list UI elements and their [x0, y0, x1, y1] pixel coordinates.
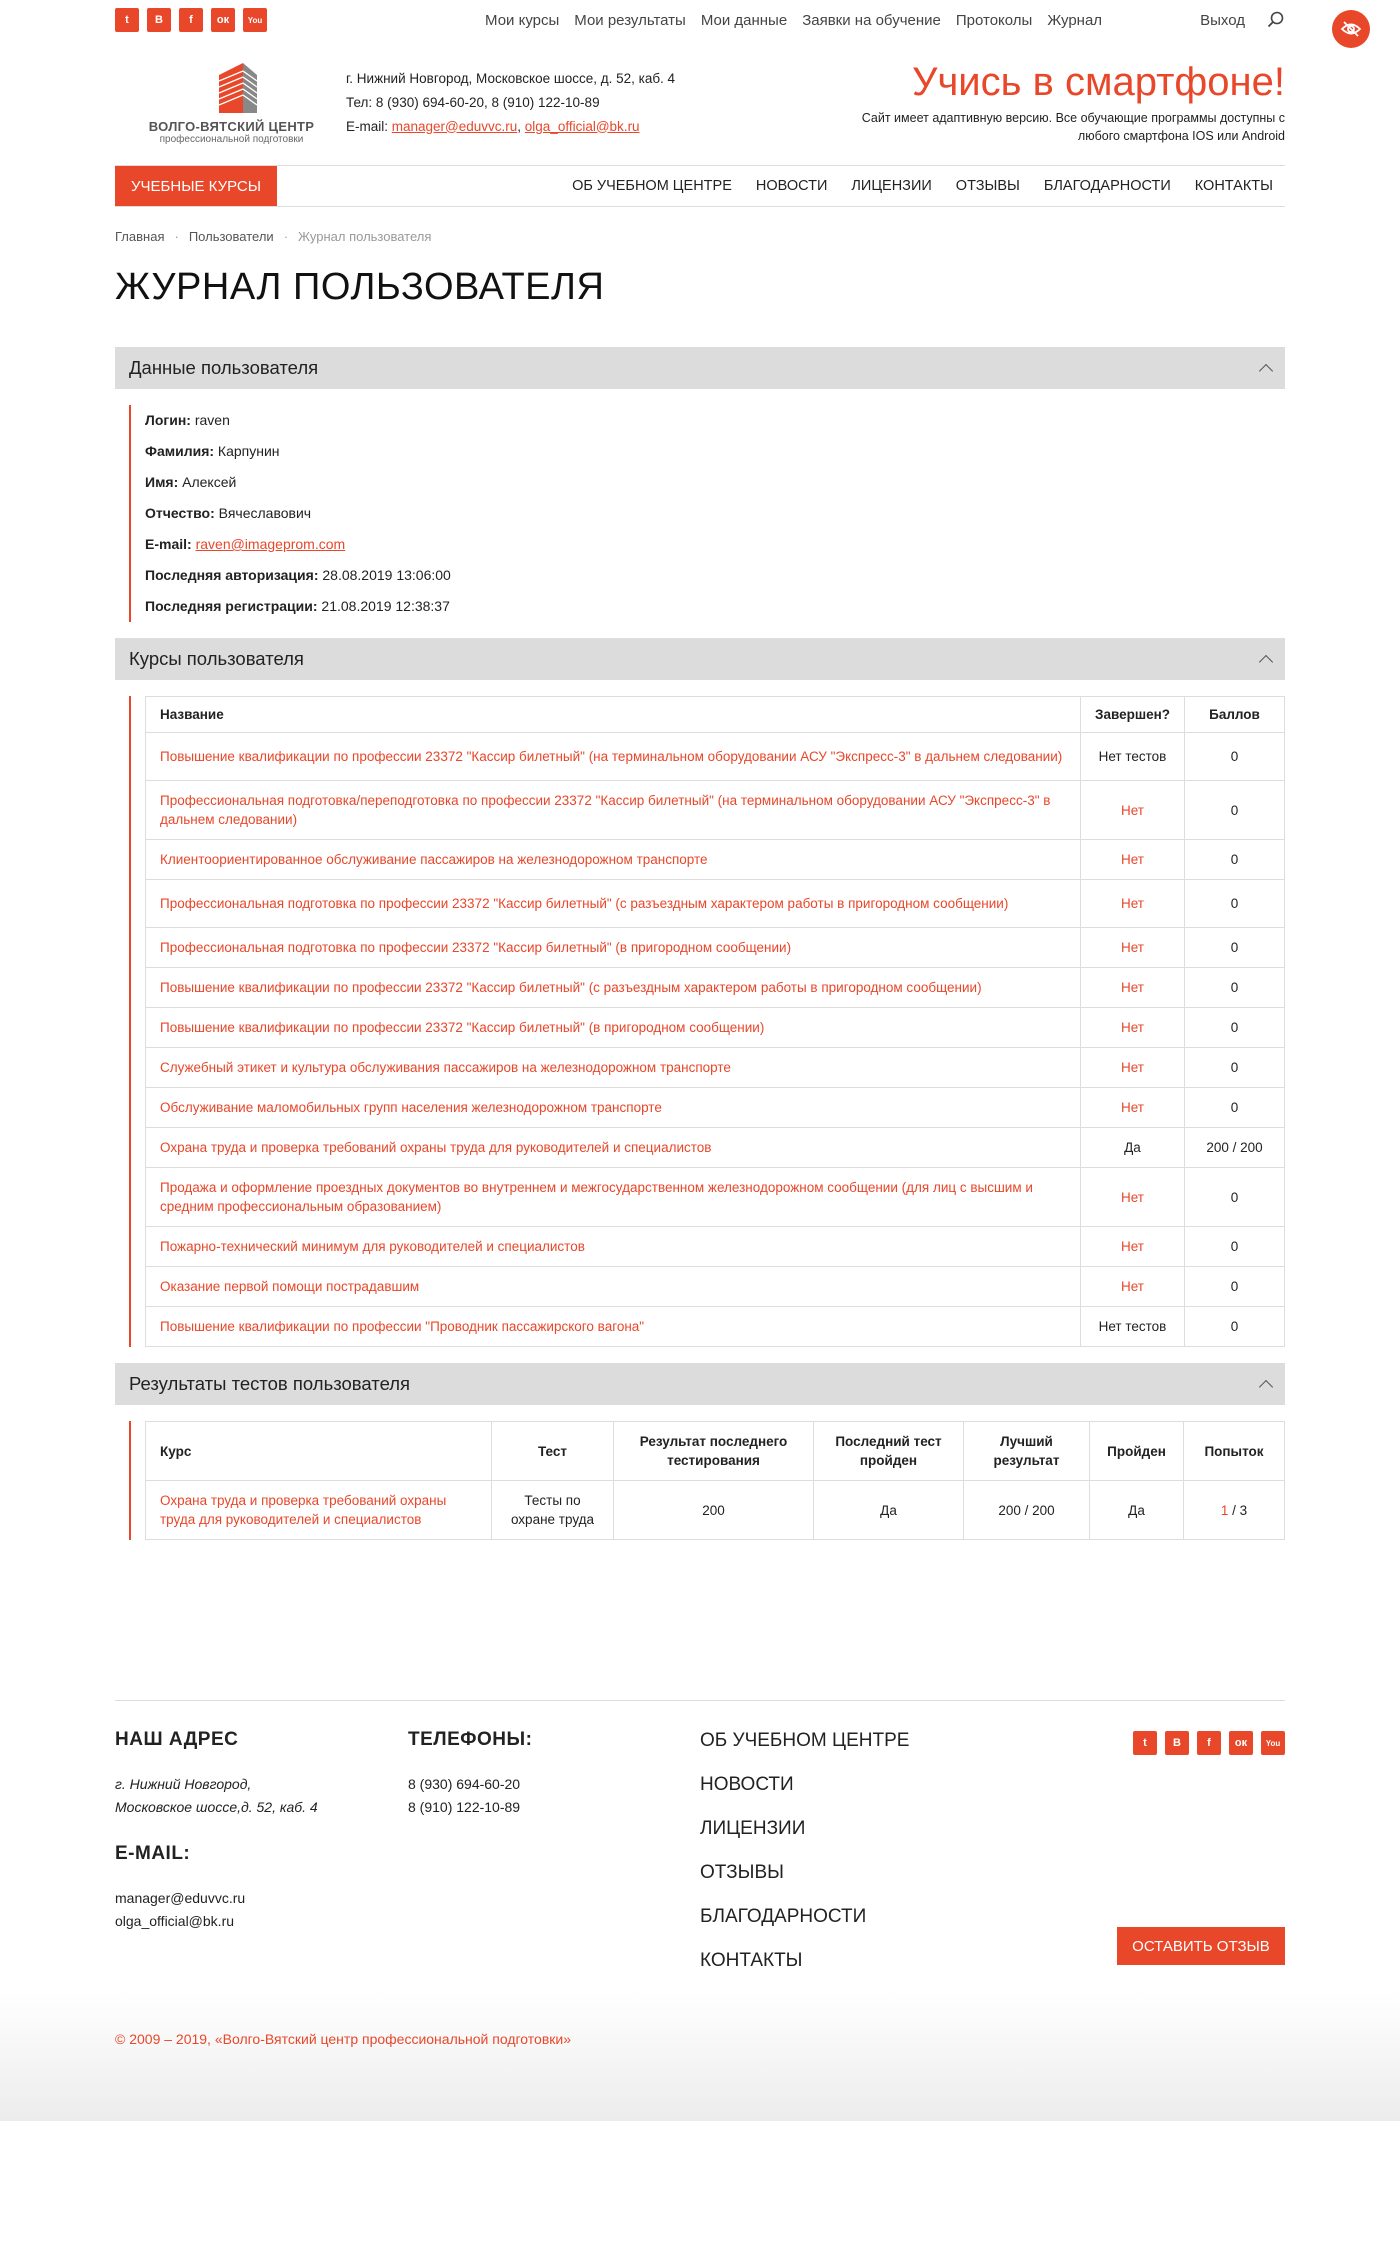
course-done-status: Нет тестов	[1080, 1307, 1184, 1347]
course-done-status: Нет	[1080, 1267, 1184, 1307]
test-results-section-header[interactable]	[115, 1363, 1285, 1405]
header-address: г. Нижний Новгород, Московское шоссе, д. 52, каб. 4	[346, 70, 676, 86]
result-last-passed: Да	[814, 1481, 964, 1540]
user-field-label: Фамилия:	[145, 443, 215, 459]
course-name-link[interactable]: Продажа и оформление проездных документов во внутреннем и межгосударственном железнодорожном сообщении (для лиц с высшим и средним профессиональным образованием)	[146, 1168, 1081, 1227]
result-passed: Да	[1090, 1481, 1184, 1540]
course-name-link[interactable]: Пожарно-технический минимум для руководителей и специалистов	[146, 1227, 1081, 1267]
user-field-row	[145, 436, 1285, 467]
search-icon[interactable]	[1267, 11, 1285, 29]
header-contacts	[346, 67, 675, 139]
nav-applications[interactable]: Заявки на обучение	[802, 11, 941, 29]
footer-menu-reviews[interactable]: ОТЗЫВЫ	[700, 1862, 784, 1883]
email-label: E-mail:	[346, 118, 392, 134]
page-title: ЖУРНАЛ ПОЛЬЗОВАТЕЛЯ	[115, 266, 605, 308]
course-score: 0	[1185, 781, 1285, 840]
email-separator: ,	[517, 118, 525, 134]
col-name: Название	[146, 697, 1081, 733]
course-score: 0	[1185, 1227, 1285, 1267]
table-row	[146, 968, 1285, 1008]
courses-table	[145, 696, 1285, 1347]
col-attempts: Попыток	[1184, 1422, 1285, 1481]
table-row	[146, 1048, 1285, 1088]
course-score: 0	[1185, 968, 1285, 1008]
course-score: 0	[1185, 880, 1285, 928]
col-course: Курс	[146, 1422, 492, 1481]
header-phones: Тел: 8 (930) 694-60-20, 8 (910) 122-10-89	[346, 94, 600, 110]
email-link-manager[interactable]: manager@eduvvc.ru	[391, 118, 518, 134]
table-header-row	[146, 1422, 1285, 1481]
table-row	[146, 1307, 1285, 1347]
course-score: 0	[1185, 733, 1285, 781]
course-name-link[interactable]: Служебный этикет и культура обслуживания пассажиров на железнодорожном транспорте	[146, 1048, 1081, 1088]
footer-menu-contacts[interactable]: КОНТАКТЫ	[700, 1950, 803, 1971]
user-field-label: Последняя регистрации:	[145, 598, 318, 614]
course-name-link[interactable]: Повышение квалификации по профессии "Проводник пассажирского вагона"	[146, 1307, 1081, 1347]
odnoklassniki-icon[interactable]: ок	[211, 8, 235, 32]
user-field-value: Алексей	[182, 474, 237, 490]
footer-email-title: E-MAIL:	[115, 1843, 191, 1864]
site-footer	[0, 1700, 1400, 2121]
course-name-link[interactable]: Профессиональная подготовка/переподготовка по профессии 23372 "Кассир билетный" (на терминальном оборудовании АСУ "Экспресс-3" в дальнем следовании)	[146, 781, 1081, 840]
course-score: 0	[1185, 1088, 1285, 1128]
course-name-link[interactable]: Повышение квалификации по профессии 23372 "Кассир билетный" (на терминальном оборудовании АСУ "Экспресс-3" в дальнем следовании)	[146, 733, 1081, 781]
footer-email[interactable]: olga_official@bk.ru	[115, 1913, 235, 1929]
breadcrumb	[115, 229, 1285, 244]
user-field-label: Последняя авторизация:	[145, 567, 319, 583]
course-score: 0	[1185, 840, 1285, 880]
user-field-row	[145, 498, 1285, 529]
course-score: 0	[1185, 1307, 1285, 1347]
section-title: Курсы пользователя	[129, 648, 304, 669]
user-field-value: 28.08.2019 13:06:00	[322, 567, 451, 583]
footer-menu-about[interactable]: ОБ УЧЕБНОМ ЦЕНТРЕ	[700, 1730, 910, 1751]
email-link-olga[interactable]: olga_official@bk.ru	[524, 118, 640, 134]
footer-phones-title: ТЕЛЕФОНЫ:	[408, 1729, 533, 1750]
test-results-body	[129, 1421, 1285, 1540]
results-table	[145, 1421, 1285, 1540]
attempts-link[interactable]: 1	[1220, 1502, 1229, 1518]
course-done-status: Нет	[1080, 968, 1184, 1008]
attempts-total: / 3	[1228, 1502, 1248, 1518]
table-row	[146, 840, 1285, 880]
course-done-status: Нет тестов	[1080, 733, 1184, 781]
course-done-status: Нет	[1080, 928, 1184, 968]
footer-address-line: Московское шоссе,д. 52, каб. 4	[115, 1799, 318, 1815]
section-title: Результаты тестов пользователя	[129, 1373, 411, 1394]
user-data-section-header[interactable]	[115, 347, 1285, 389]
table-row	[146, 1168, 1285, 1227]
footer-address-col	[115, 1729, 408, 1991]
user-field-row	[145, 591, 1285, 622]
logo-subtitle: профессиональной подготовки	[159, 133, 304, 145]
course-done-status: Нет	[1080, 840, 1184, 880]
footer-phones-col	[408, 1729, 700, 1991]
collapse-caret-icon	[1259, 654, 1273, 668]
breadcrumb-current: Журнал пользователя	[298, 229, 432, 244]
footer-email[interactable]: manager@eduvvc.ru	[115, 1890, 246, 1906]
menu-licenses[interactable]: ЛИЦЕНЗИИ	[851, 178, 932, 194]
breadcrumb-separator: ·	[283, 229, 289, 244]
footer-menu	[700, 1719, 909, 1991]
table-row	[146, 733, 1285, 781]
user-field-row	[145, 529, 1285, 560]
user-field-row	[145, 560, 1285, 591]
youtube-icon[interactable]: You	[243, 8, 267, 32]
course-done-status: Нет	[1080, 1227, 1184, 1267]
course-name-link[interactable]: Обслуживание маломобильных групп населения железнодорожном транспорте	[146, 1088, 1081, 1128]
eye-crossed-icon	[1340, 18, 1362, 40]
course-name-link[interactable]: Повышение квалификации по профессии 23372 "Кассир билетный" (с разъездным характером работы в пригородном сообщении)	[146, 968, 1081, 1008]
course-name-link[interactable]: Профессиональная подготовка по профессии 23372 "Кассир билетный" (в пригородном сообщении)	[146, 928, 1081, 968]
vk-icon[interactable]: В	[1165, 1731, 1189, 1755]
breadcrumb-home[interactable]: Главная	[115, 229, 165, 244]
site-header	[115, 40, 1285, 165]
course-score: 0	[1185, 1168, 1285, 1227]
table-row	[146, 928, 1285, 968]
result-best-score: 200 / 200	[964, 1481, 1090, 1540]
result-attempts	[1184, 1481, 1285, 1540]
result-last-score: 200	[614, 1481, 814, 1540]
table-row	[146, 1227, 1285, 1267]
nav-my-results[interactable]: Мои результаты	[574, 11, 686, 29]
col-last-passed: Последний тест пройден	[814, 1422, 964, 1481]
col-done: Завершен?	[1080, 697, 1184, 733]
promo-title: Учись в смартфоне!	[912, 60, 1285, 104]
collapse-caret-icon	[1259, 1379, 1273, 1393]
table-row	[146, 781, 1285, 840]
footer-menu-news[interactable]: НОВОСТИ	[700, 1774, 794, 1795]
user-field-row	[145, 467, 1285, 498]
accessibility-eye-button[interactable]	[1332, 10, 1370, 48]
course-score: 0	[1185, 928, 1285, 968]
courses-button[interactable]: УЧЕБНЫЕ КУРСЫ	[115, 166, 277, 206]
course-name-link[interactable]: Охрана труда и проверка требований охраны труда для руководителей и специалистов	[146, 1128, 1081, 1168]
promo-block	[835, 60, 1285, 145]
nav-protocols[interactable]: Протоколы	[955, 11, 1033, 29]
user-field-row	[145, 405, 1285, 436]
footer-address-line: г. Нижний Новгород,	[115, 1776, 252, 1792]
table-row	[146, 1128, 1285, 1168]
course-done-status: Нет	[1080, 880, 1184, 928]
table-row	[146, 880, 1285, 928]
site-logo[interactable]	[115, 61, 348, 145]
footer-bottom	[0, 1991, 1400, 2121]
course-name-link[interactable]: Клиентоориентированное обслуживание пассажиров на железнодорожном транспорте	[146, 840, 1081, 880]
table-row	[146, 1481, 1285, 1540]
menu-thanks[interactable]: БЛАГОДАРНОСТИ	[1043, 178, 1171, 194]
footer-address-title: НАШ АДРЕС	[115, 1729, 239, 1750]
social-links	[115, 8, 267, 32]
vk-icon[interactable]: В	[147, 8, 171, 32]
course-done-status: Нет	[1080, 1048, 1184, 1088]
header-emails	[346, 115, 675, 139]
course-done-status: Да	[1080, 1128, 1184, 1168]
breadcrumb-separator: ·	[174, 229, 179, 244]
footer-menu-licenses[interactable]: ЛИЦЕНЗИИ	[700, 1818, 806, 1839]
user-field-label: Отчество:	[145, 505, 215, 521]
user-courses-section-header[interactable]	[115, 638, 1285, 680]
youtube-icon[interactable]: You	[1261, 1731, 1285, 1755]
promo-text: Сайт имеет адаптивную версию. Все обучающие программы доступны с любого смартфона IOS или Android	[861, 111, 1285, 143]
course-name-link[interactable]: Профессиональная подготовка по профессии 23372 "Кассир билетный" (с разъездным характером работы в пригородном сообщении)	[146, 880, 1081, 928]
footer-phone: 8 (910) 122-10-89	[408, 1799, 521, 1815]
user-courses-body	[129, 696, 1285, 1347]
course-name-link[interactable]: Повышение квалификации по профессии 23372 "Кассир билетный" (в пригородном сообщении)	[146, 1008, 1081, 1048]
course-done-status: Нет	[1080, 1088, 1184, 1128]
result-course-link[interactable]: Охрана труда и проверка требований охраны труда для руководителей и специалистов	[146, 1481, 492, 1540]
menu-contacts[interactable]: КОНТАКТЫ	[1194, 178, 1273, 194]
footer-phone: 8 (930) 694-60-20	[408, 1776, 521, 1792]
user-nav	[485, 12, 1102, 29]
twitter-icon[interactable]: t	[115, 8, 139, 32]
col-last-result: Результат последнего тестирования	[614, 1422, 814, 1481]
user-field-value: Вячеславович	[218, 505, 312, 521]
table-header-row	[146, 697, 1285, 733]
nav-journal[interactable]: Журнал	[1047, 11, 1103, 29]
section-title: Данные пользователя	[129, 357, 319, 378]
user-email-link[interactable]: raven@imageprom.com	[195, 536, 346, 552]
footer-social-links	[1133, 1731, 1285, 1755]
course-done-status: Нет	[1080, 1008, 1184, 1048]
course-score: 0	[1185, 1048, 1285, 1088]
user-field-label: Имя:	[145, 474, 179, 490]
user-field-value: raven	[194, 412, 230, 428]
user-field-value: Карпунин	[217, 443, 280, 459]
facebook-icon[interactable]: f	[1197, 1731, 1221, 1755]
copyright: © 2009 – 2019, «Волго-Вятский центр профессиональной подготовки»	[115, 2031, 571, 2047]
logo-building-icon	[197, 61, 267, 115]
logout-link[interactable]: Выход	[1200, 11, 1245, 29]
user-field-label: Логин:	[145, 412, 191, 428]
nav-my-data[interactable]: Мои данные	[700, 11, 788, 29]
course-name-link[interactable]: Оказание первой помощи пострадавшим	[146, 1267, 1081, 1307]
table-row	[146, 1088, 1285, 1128]
footer-menu-thanks[interactable]: БЛАГОДАРНОСТИ	[700, 1906, 867, 1927]
odnoklassniki-icon[interactable]: ок	[1229, 1731, 1253, 1755]
facebook-icon[interactable]: f	[179, 8, 203, 32]
course-done-status: Нет	[1080, 1168, 1184, 1227]
top-bar	[115, 0, 1285, 40]
menu-reviews[interactable]: ОТЗЫВЫ	[955, 178, 1020, 194]
menu-news[interactable]: НОВОСТИ	[755, 178, 828, 194]
user-data-body	[129, 405, 1285, 622]
result-test-name: Тесты по охране труда	[492, 1481, 614, 1540]
leave-review-button[interactable]: ОСТАВИТЬ ОТЗЫВ	[1117, 1927, 1285, 1965]
table-row	[146, 1008, 1285, 1048]
col-passed: Пройден	[1090, 1422, 1184, 1481]
collapse-caret-icon	[1259, 363, 1273, 377]
col-score: Баллов	[1185, 697, 1285, 733]
user-field-label: E-mail:	[145, 536, 192, 552]
twitter-icon[interactable]: t	[1133, 1731, 1157, 1755]
course-score: 200 / 200	[1185, 1128, 1285, 1168]
col-best-result: Лучший результат	[964, 1422, 1090, 1481]
course-score: 0	[1185, 1267, 1285, 1307]
menu-about[interactable]: ОБ УЧЕБНОМ ЦЕНТРЕ	[572, 178, 732, 194]
main-nav	[115, 165, 1285, 207]
table-row	[146, 1267, 1285, 1307]
course-done-status: Нет	[1080, 781, 1184, 840]
breadcrumb-users[interactable]: Пользователи	[188, 229, 274, 244]
user-field-value: 21.08.2019 12:38:37	[321, 598, 450, 614]
logo-title: ВОЛГО-ВЯТСКИЙ ЦЕНТР	[148, 118, 315, 134]
nav-my-courses[interactable]: Мои курсы	[485, 11, 560, 29]
course-score: 0	[1185, 1008, 1285, 1048]
col-test: Тест	[492, 1422, 614, 1481]
